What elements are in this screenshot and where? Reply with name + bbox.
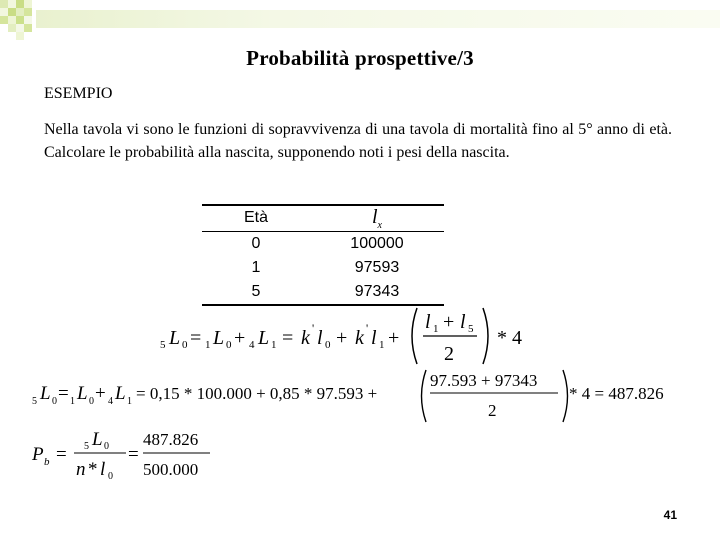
svg-text:': ' xyxy=(312,321,315,335)
cell-age: 1 xyxy=(251,259,261,276)
svg-text:2: 2 xyxy=(488,401,497,420)
svg-text:L: L xyxy=(169,327,181,349)
svg-text:+: + xyxy=(336,327,348,349)
col-header-lx: $l_x$ xyxy=(371,205,382,231)
svg-text:= 0,15 * 100.000 + 0,85 * 97.5: = 0,15 * 100.000 + 0,85 * 97.593 + xyxy=(136,384,378,403)
svg-text:=: = xyxy=(282,327,294,349)
svg-text:=: = xyxy=(58,383,69,404)
svg-text:5: 5 xyxy=(468,323,474,335)
svg-text:L: L xyxy=(115,383,126,404)
svg-text:0: 0 xyxy=(52,396,57,407)
svg-text:k: k xyxy=(301,327,310,349)
svg-text:4: 4 xyxy=(108,396,113,407)
svg-text:k: k xyxy=(355,327,364,349)
cell-age: 0 xyxy=(251,235,261,252)
problem-text: Nella tavola vi sono le funzioni di sopravvivenza di una tavola di mortalità fino al 5° anno di età. Calcolare le probabilità alla nascita, supponendo noti i pesi della nascita. xyxy=(44,121,672,161)
svg-text:l: l xyxy=(317,327,323,349)
svg-text:+: + xyxy=(95,383,106,404)
cell-lx: 97593 xyxy=(354,259,400,276)
svg-text:1: 1 xyxy=(433,323,439,335)
svg-text:1: 1 xyxy=(205,339,211,351)
svg-text:1: 1 xyxy=(271,339,277,351)
svg-text:': ' xyxy=(366,321,369,335)
svg-text:+: + xyxy=(443,311,455,333)
svg-text:=: = xyxy=(190,327,202,349)
table-row xyxy=(202,232,444,256)
svg-text:0: 0 xyxy=(182,339,188,351)
svg-text:L: L xyxy=(92,429,103,450)
decorative-header-bar xyxy=(0,0,720,40)
svg-text:n: n xyxy=(76,459,86,480)
svg-text:l: l xyxy=(371,327,377,349)
svg-text:1: 1 xyxy=(379,339,385,351)
svg-text:l: l xyxy=(460,311,466,333)
svg-text:5: 5 xyxy=(84,441,89,452)
formula-general xyxy=(155,304,555,368)
svg-text:0: 0 xyxy=(104,441,109,452)
table-header-row xyxy=(202,206,444,230)
svg-text:P: P xyxy=(32,444,44,465)
svg-text:5: 5 xyxy=(32,396,37,407)
cell-age: 5 xyxy=(251,283,261,300)
col-header-age: Età xyxy=(243,209,268,226)
svg-text:L: L xyxy=(40,383,51,404)
svg-text:b: b xyxy=(44,456,50,468)
svg-text:* 4 = 487.826: * 4 = 487.826 xyxy=(569,384,664,403)
example-label: ESEMPIO xyxy=(44,85,113,102)
formula-probability xyxy=(28,424,248,486)
svg-text:0: 0 xyxy=(89,396,94,407)
svg-text:*: * xyxy=(88,459,98,480)
slide-title: Probabilità prospettive/3 xyxy=(246,46,474,70)
svg-text:* 4: * 4 xyxy=(497,327,522,349)
table-row xyxy=(202,280,444,304)
svg-text:=: = xyxy=(128,444,139,465)
svg-text:97.593 + 97343: 97.593 + 97343 xyxy=(430,371,538,390)
svg-text:l: l xyxy=(100,459,106,480)
svg-text:+: + xyxy=(388,327,400,349)
svg-text:L: L xyxy=(77,383,88,404)
svg-text:+: + xyxy=(234,327,246,349)
svg-text:1: 1 xyxy=(70,396,75,407)
svg-text:2: 2 xyxy=(444,343,454,365)
formula-numeric xyxy=(28,366,700,424)
svg-text:L: L xyxy=(213,327,225,349)
page-number: 41 xyxy=(663,508,677,522)
svg-text:5: 5 xyxy=(160,339,166,351)
svg-text:0: 0 xyxy=(226,339,232,351)
cell-lx: 97343 xyxy=(354,283,400,300)
svg-text:0: 0 xyxy=(108,471,113,482)
survival-table xyxy=(202,204,444,306)
table-row xyxy=(202,256,444,280)
svg-text:=: = xyxy=(56,444,67,465)
svg-text:l: l xyxy=(425,311,431,333)
cell-lx: 100000 xyxy=(350,235,404,252)
svg-text:487.826: 487.826 xyxy=(143,430,199,449)
svg-text:0: 0 xyxy=(325,339,331,351)
svg-text:500.000: 500.000 xyxy=(143,460,199,479)
svg-text:4: 4 xyxy=(249,339,255,351)
svg-text:1: 1 xyxy=(127,396,132,407)
svg-text:L: L xyxy=(258,327,270,349)
